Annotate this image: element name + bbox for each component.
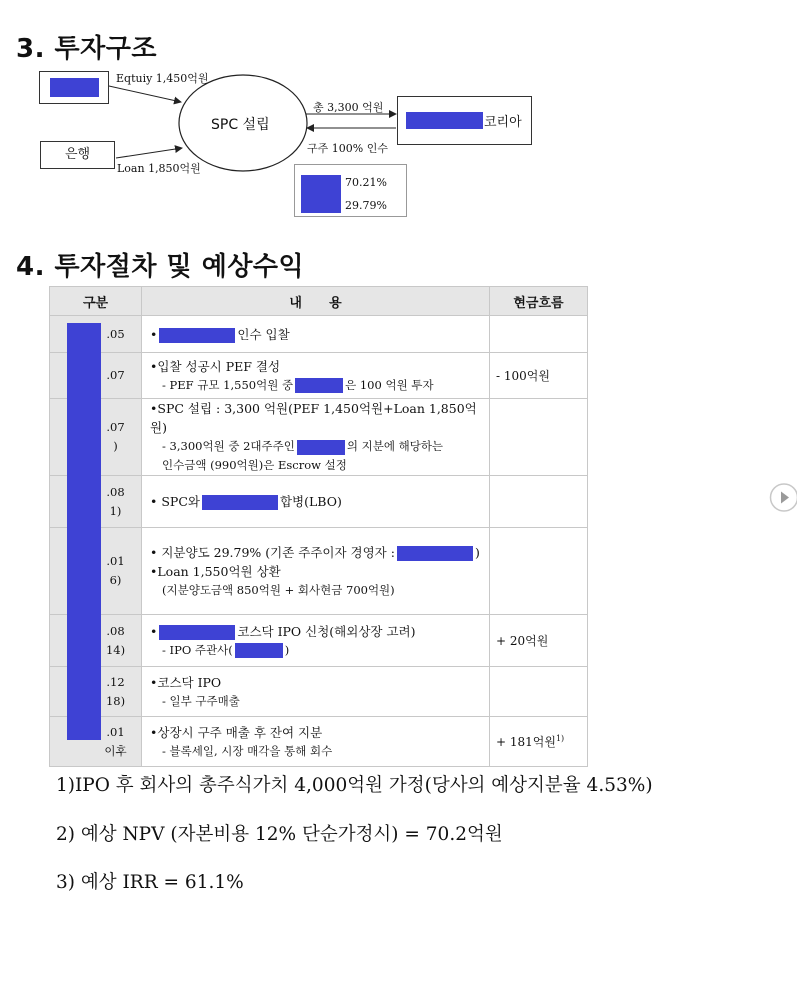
line-text: ) <box>474 544 480 560</box>
line-text: 은 100 억원 투자 <box>345 377 434 392</box>
table-row <box>50 615 588 667</box>
table-row <box>50 399 588 476</box>
spc-label: SPC 설립 <box>211 117 270 133</box>
line-prefix: • <box>150 623 158 639</box>
cashflow-value: - 100억원 <box>496 369 550 383</box>
line-prefix: • <box>150 358 158 374</box>
table-row <box>50 476 588 528</box>
period-text: 1) <box>109 503 122 518</box>
share-a: 70.21% <box>345 176 387 189</box>
table-header-row <box>50 287 588 316</box>
table-row <box>50 316 588 353</box>
period-text: .05 <box>106 326 125 341</box>
line-prefix: • <box>150 563 158 579</box>
cashflow-cell <box>490 476 588 528</box>
bullet-line <box>150 543 489 562</box>
cashflow-value: + 181억원 <box>496 735 556 749</box>
period-text: ) <box>113 439 118 453</box>
content-cell <box>142 717 490 767</box>
bullet-line <box>150 562 489 581</box>
bullet-line <box>150 357 489 376</box>
line-text: 코스닥 IPO <box>157 674 222 690</box>
cashflow-cell <box>490 717 588 767</box>
footnote-3: 3) 예상 IRR = 61.1% <box>56 872 244 893</box>
period-text: .01 <box>106 724 125 739</box>
bank-label: 은행 <box>64 147 91 162</box>
cashflow-value: + 20억원 <box>496 634 549 648</box>
bullet-line <box>150 723 489 742</box>
bullet-line <box>150 325 489 344</box>
line-prefix: - 일부 구주매출 <box>162 693 240 708</box>
redacted-name <box>159 625 235 640</box>
line-prefix: - 블록세일, 시장 매각을 통해 회수 <box>162 743 333 758</box>
redacted-name <box>397 546 473 561</box>
target-suffix: 코리아 <box>484 115 522 130</box>
sub-line <box>150 692 489 711</box>
period-text: 14) <box>105 642 126 657</box>
line-text: (지분양도금액 850억원 + 회사현금 700억원) <box>162 582 395 597</box>
line-prefix: • <box>150 674 158 690</box>
section-title-investment-structure: 3. 투자구조 <box>16 34 157 64</box>
content-cell <box>142 316 490 353</box>
shareholder-box <box>294 164 407 217</box>
sub-line <box>150 641 489 660</box>
line-text: 인수 입찰 <box>237 326 290 342</box>
line-text: 인수금액 (990억원)은 Escrow 설정 <box>162 458 347 472</box>
cashflow-cell <box>490 316 588 353</box>
header-content: 내 용 <box>142 287 490 316</box>
equity-investor-box <box>39 71 109 104</box>
line-prefix: - IPO 주관사( <box>162 642 233 657</box>
period-text: 이후 <box>104 743 127 758</box>
line-prefix: • SPC와 <box>150 494 200 509</box>
cashflow-cell <box>490 615 588 667</box>
line-prefix: • 지분양도 29.79% (기존 주주이자 경영자 : <box>150 544 395 560</box>
period-text: 6) <box>109 573 122 587</box>
sub-line <box>150 376 489 395</box>
line-text: 입찰 성공시 PEF 결성 <box>157 358 281 374</box>
line-prefix: • <box>150 326 158 342</box>
sub-line <box>150 581 489 600</box>
redacted-name <box>297 440 345 455</box>
bullet-line <box>150 622 489 641</box>
play-circle-icon[interactable] <box>768 481 797 514</box>
period-text: 18) <box>105 693 126 708</box>
cashflow-cell <box>490 528 588 615</box>
line-text: SPC 설립 : 3,300 억원(PEF 1,450억원+Loan 1,850억원) <box>150 401 477 435</box>
content-cell <box>142 399 490 476</box>
header-category: 구분 <box>50 287 142 316</box>
line-text: 의 지분에 해당하는 <box>346 439 444 453</box>
total-amount-label: 총 3,300 억원 <box>313 101 384 114</box>
footnote-2: 2) 예상 NPV (자본비용 12% 단순가정시) = 70.2억원 <box>56 824 503 845</box>
line-prefix: • <box>150 724 158 740</box>
footnote-1: 1)IPO 후 회사의 총주식가치 4,000억원 가정(당사의 예상지분율 4.53%) <box>56 775 653 796</box>
cashflow-footnote-ref: 1) <box>555 734 565 743</box>
bullet-line <box>150 673 489 692</box>
line-prefix: • <box>150 401 158 416</box>
content-cell <box>142 528 490 615</box>
investment-procedure-table <box>49 286 588 767</box>
line-prefix: - 3,300억원 중 2대주주인 <box>162 439 295 453</box>
redacted-name <box>235 643 283 658</box>
table-row <box>50 353 588 399</box>
sub-line <box>150 437 489 456</box>
sub-line <box>150 456 489 475</box>
line-text: Loan 1,550억원 상환 <box>157 563 281 579</box>
loan-label: Loan 1,850억원 <box>117 162 201 175</box>
cashflow-cell <box>490 667 588 717</box>
bullet-line <box>150 399 489 437</box>
period-text: .01 <box>106 554 125 568</box>
sub-line <box>150 742 489 761</box>
redacted-shareholders <box>301 175 341 213</box>
cashflow-cell <box>490 399 588 476</box>
content-cell <box>142 615 490 667</box>
period-text: .07 <box>106 420 125 434</box>
line-text: 합병(LBO) <box>279 494 342 509</box>
line-text: 코스닥 IPO 신청(해외상장 고려) <box>237 623 416 639</box>
bullet-line <box>150 492 489 511</box>
bank-box <box>40 141 115 169</box>
period-text: .07 <box>106 368 125 382</box>
target-company-box <box>397 96 532 145</box>
period-text: .12 <box>106 674 125 689</box>
cashflow-cell <box>490 353 588 399</box>
redacted-target-name <box>406 112 483 129</box>
line-prefix: - PEF 규모 1,550억원 중 <box>162 377 294 392</box>
content-cell <box>142 476 490 528</box>
period-text: .08 <box>106 623 125 638</box>
table-row <box>50 528 588 615</box>
redacted-period-column <box>67 323 101 740</box>
section-title-investment-procedure: 4. 투자절차 및 예상수익 <box>16 252 305 282</box>
share-b: 29.79% <box>345 199 387 212</box>
table-row <box>50 667 588 717</box>
equity-label: Eqtuiy 1,450억원 <box>116 72 209 85</box>
redacted-name <box>202 495 278 510</box>
period-text: .08 <box>106 484 125 499</box>
content-cell <box>142 353 490 399</box>
line-text: ) <box>284 642 290 657</box>
redacted-equity-investor <box>50 78 99 97</box>
table-row <box>50 717 588 767</box>
content-cell <box>142 667 490 717</box>
shares-acquisition-label: 구주 100% 인수 <box>307 142 388 155</box>
redacted-name <box>295 378 343 393</box>
header-cashflow: 현금흐름 <box>490 287 588 316</box>
redacted-name <box>159 328 235 343</box>
line-text: 상장시 구주 매출 후 잔여 지분 <box>157 724 323 740</box>
